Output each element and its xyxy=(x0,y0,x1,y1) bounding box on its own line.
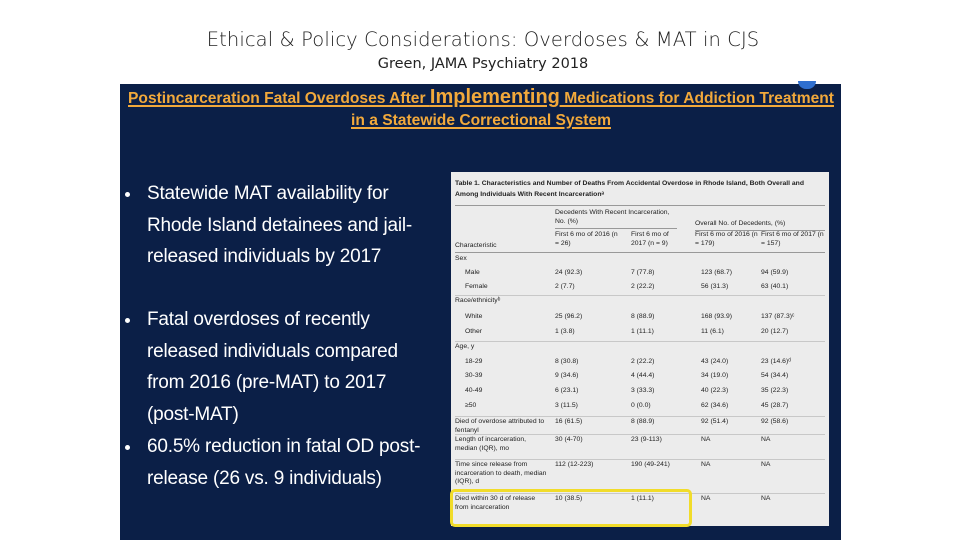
table-cell: 8 (88.9) xyxy=(631,313,655,320)
table-rule xyxy=(455,416,825,417)
article-heading xyxy=(120,86,842,132)
table-cell: 2 (22.2) xyxy=(631,283,655,290)
table-cell: 9 (34.6) xyxy=(555,372,579,379)
table-cell: 6 (23.1) xyxy=(555,387,579,394)
column-group-recent: Decedents With Recent Incarceration, No. (%) xyxy=(555,209,670,225)
table-section-label: Age, y xyxy=(455,343,475,350)
table-cell: 2 (22.2) xyxy=(631,358,655,365)
table-cell: NA xyxy=(701,461,711,468)
table-row-label: Died within 30 d of release from incarceration xyxy=(455,495,536,511)
table-rule xyxy=(555,228,677,229)
table-cell: 3 (33.3) xyxy=(631,387,655,394)
table-cell: 43 (24.0) xyxy=(701,358,729,365)
table-cell: 16 (61.5) xyxy=(555,418,583,425)
table-cell: 54 (34.4) xyxy=(761,372,789,379)
slide-subtitle: Green, JAMA Psychiatry 2018 xyxy=(377,56,589,72)
table-rule xyxy=(455,205,825,206)
table-cell: 112 (12-223) xyxy=(555,461,594,468)
table-cell: 1 (3.8) xyxy=(555,328,575,335)
article-heading-part1: Postincarceration Fatal Overdoses After xyxy=(128,90,430,107)
table-row-label: 30-39 xyxy=(465,372,483,379)
article-heading-part2: Medications for Addiction Treatment xyxy=(559,90,834,107)
table-rule xyxy=(455,434,825,435)
table-section-label: Race/ethnicityᵇ xyxy=(455,297,501,304)
table-cell: 45 (28.7) xyxy=(761,402,789,409)
table-cell: 137 (87.3)ᶜ xyxy=(761,313,795,320)
table-cell: NA xyxy=(761,436,771,443)
header-overall-2016: First 6 mo of 2016 (n = 179) xyxy=(695,231,758,247)
table-cell: 190 (49-241) xyxy=(631,461,670,468)
table-cell: 0 (0.0) xyxy=(631,402,651,409)
table-row-label: 18-29 xyxy=(465,358,483,365)
table-cell: 7 (77.8) xyxy=(631,269,655,276)
table-cell: 40 (22.3) xyxy=(701,387,729,394)
table-cell: 8 (30.8) xyxy=(555,358,579,365)
table-cell: 1 (11.1) xyxy=(631,495,654,502)
table-cell: 34 (19.0) xyxy=(701,372,729,379)
table-cell: 2 (7.7) xyxy=(555,283,575,290)
bullet-dot-icon xyxy=(125,192,130,197)
table-cell: 56 (31.3) xyxy=(701,283,729,290)
table-row-label: Other xyxy=(465,328,482,335)
table-cell: NA xyxy=(761,495,771,502)
table-cell: 1 (11.1) xyxy=(631,328,654,335)
table-section-label: Sex xyxy=(455,255,467,262)
table-cell: NA xyxy=(701,495,711,502)
table-caption: Table 1. Characteristics and Number of Deaths From Accidental Overdose in Rhode Island, Both Overall and Among Individuals With Recent Incarcerationᵃ xyxy=(455,180,804,198)
header-overall-2017: First 6 mo of 2017 (n = 157) xyxy=(761,231,824,247)
table-cell: 168 (93.9) xyxy=(701,313,732,320)
table-rule xyxy=(455,459,825,460)
table-cell: 25 (96.2) xyxy=(555,313,583,320)
table-cell: 4 (44.4) xyxy=(631,372,655,379)
table-cell: 8 (88.9) xyxy=(631,418,655,425)
table-cell: 23 (9-113) xyxy=(631,436,662,443)
table-row-label: White xyxy=(465,313,483,320)
table-cell: 94 (59.9) xyxy=(761,269,789,276)
header-recent-2017: First 6 mo of 2017 (n = 9) xyxy=(631,231,669,247)
bullet-dot-icon xyxy=(125,445,130,450)
table-cell: NA xyxy=(701,436,711,443)
table-cell: 3 (11.5) xyxy=(555,402,578,409)
header-characteristic: Characteristic xyxy=(455,242,497,249)
table-cell: 24 (92.3) xyxy=(555,269,583,276)
highlight-box xyxy=(450,489,692,527)
table-cell: NA xyxy=(761,461,771,468)
table-row-label: Female xyxy=(465,283,488,290)
article-heading-emphasis: Implementing xyxy=(429,86,560,108)
table-rule xyxy=(455,252,825,253)
table-row-label: Time since release from incarceration to death, median (IQR), d xyxy=(455,461,547,485)
table-rule xyxy=(455,341,825,342)
table-cell: 10 (38.5) xyxy=(555,495,583,502)
table-rule xyxy=(455,295,825,296)
bullet-text: Statewide MAT availability for Rhode Island detainees and jail-released individuals by 2017 xyxy=(147,183,413,267)
header-recent-2016: First 6 mo of 2016 (n = 26) xyxy=(555,231,618,247)
table-cell: 11 (6.1) xyxy=(701,328,724,335)
bullet-text: Fatal overdoses of recently released individuals compared from 2016 (pre-MAT) to 2017 (post-MAT) xyxy=(147,309,398,425)
bullet-dot-icon xyxy=(125,318,130,323)
slide-title: Ethical & Policy Considerations: Overdoses & MAT in CJS xyxy=(206,28,760,51)
table-row-label: 40-49 xyxy=(465,387,483,394)
bullet-text: 60.5% reduction in fatal OD post-release (26 vs. 9 individuals) xyxy=(147,436,421,489)
table-row-label: ≥50 xyxy=(465,402,477,409)
table-row-label: Died of overdose attributed to fentanyl xyxy=(455,418,545,434)
column-group-overall: Overall No. of Decedents, (%) xyxy=(695,220,786,227)
table-row-label: Length of incarceration, median (IQR), mo xyxy=(455,436,527,452)
table-cell: 92 (58.6) xyxy=(761,418,789,425)
article-heading-line2: in a Statewide Correctional System xyxy=(351,112,611,129)
table-row-label: Male xyxy=(465,269,480,276)
table-cell: 63 (40.1) xyxy=(761,283,789,290)
table-cell: 62 (34.6) xyxy=(701,402,729,409)
table-cell: 20 (12.7) xyxy=(761,328,789,335)
results-table xyxy=(451,172,829,526)
table-cell: 23 (14.6)ᵈ xyxy=(761,358,791,365)
table-cell: 35 (22.3) xyxy=(761,387,789,394)
table-cell: 92 (51.4) xyxy=(701,418,729,425)
table-cell: 123 (68.7) xyxy=(701,269,732,276)
table-cell: 30 (4-70) xyxy=(555,436,583,443)
